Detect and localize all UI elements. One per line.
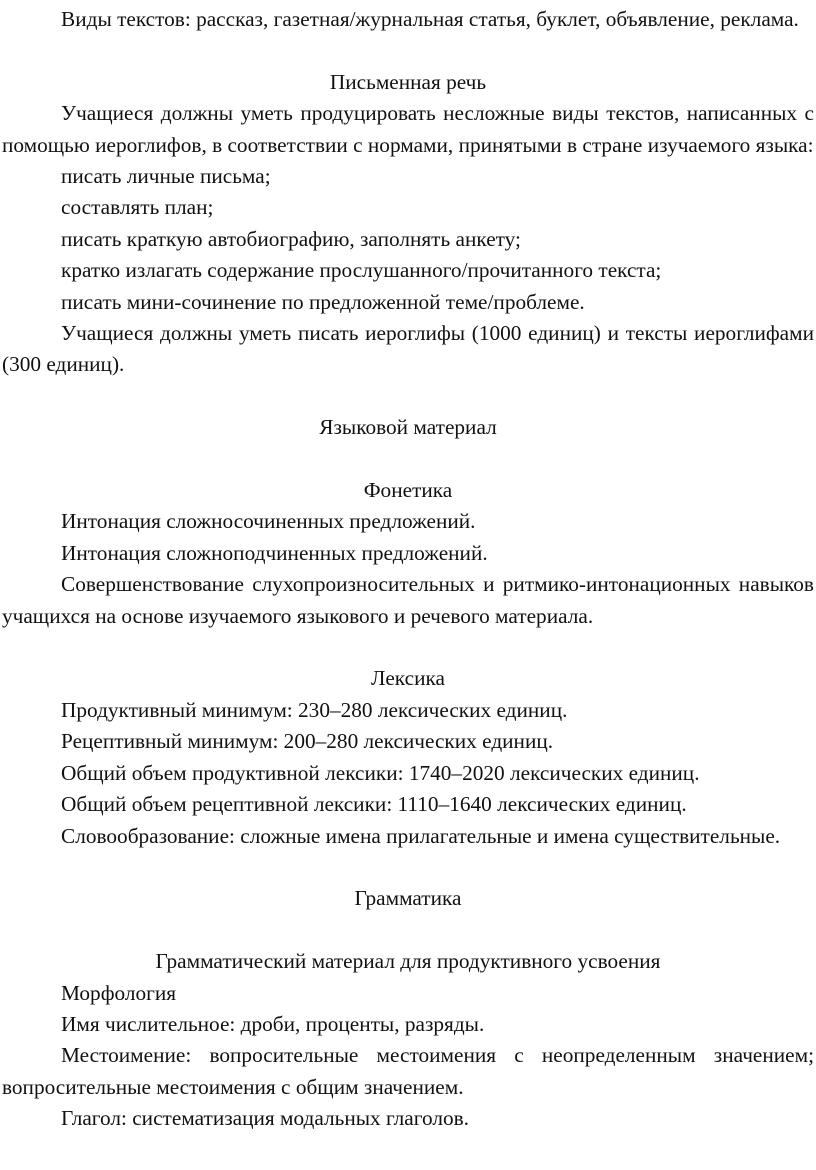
blank-line	[2, 35, 814, 66]
blank-line	[2, 381, 814, 412]
paragraph-text-types: Виды текстов: рассказ, газетная/журнальная статья, буклет, объявление, реклама.	[61, 7, 799, 31]
list-item-phonetics: Интонация сложносочиненных предложений.	[61, 509, 476, 534]
list-item-lexis: Продуктивный минимум: 230–280 лексических единиц.	[61, 697, 568, 722]
list-item-written: составлять план;	[61, 195, 214, 220]
list-item-lexis: Рецептивный минимум: 200–280 лексических единиц.	[61, 729, 554, 754]
blank-line	[2, 852, 814, 883]
list-item-lexis: Общий объем рецептивной лексики: 1110–1640 лексических единиц.	[61, 792, 687, 817]
heading-written-speech: Письменная речь	[329, 69, 487, 94]
heading-productive-grammar: Грамматический материал для продуктивного усвоения	[155, 949, 661, 974]
heading-grammar: Грамматика	[354, 886, 462, 911]
list-item-phonetics: Интонация сложноподчиненных предложений.	[61, 540, 488, 565]
paragraph-numeral: Имя числительное: дроби, проценты, разряды.	[61, 1011, 485, 1036]
paragraph-word-formation: Словообразование: сложные имена прилагательные и имена существительные.	[61, 823, 781, 848]
blank-line	[2, 632, 814, 663]
list-item-written: писать краткую автобиографию, заполнять анкету;	[61, 226, 521, 251]
heading-phonetics: Фонетика	[363, 478, 453, 503]
blank-line	[2, 915, 814, 946]
paragraph-verb: Глагол: систематизация модальных глаголов.	[61, 1106, 469, 1131]
blank-line	[2, 444, 814, 475]
list-item-lexis: Общий объем продуктивной лексики: 1740–2020 лексических единиц.	[61, 760, 700, 785]
list-item-written: писать личные письма;	[61, 164, 271, 189]
list-item-written: писать мини-сочинение по предложенной теме/проблеме.	[61, 289, 585, 314]
heading-language-material: Языковой материал	[319, 415, 497, 440]
list-item-written: кратко излагать содержание прослушанного/прочитанного текста;	[61, 258, 662, 283]
paragraph-written-intro: Учащиеся должны уметь продуцировать несложные виды текстов, написанных с помощью иероглифов, в соответствии с нормами, принятыми в стране изучаемого языка:	[2, 101, 814, 157]
heading-lexis: Лексика	[371, 666, 445, 691]
paragraph-written-hieroglyphs: Учащиеся должны уметь писать иероглифы (1000 единиц) и тексты иероглифами (300 единиц).	[2, 321, 814, 377]
paragraph-phonetics-improvement: Совершенствование слухопроизносительных и ритмико-интонационных навыков учащихся на основе изучаемого языкового и речевого материала.	[2, 572, 814, 628]
subheading-morphology: Морфология	[61, 980, 177, 1005]
paragraph-pronoun: Местоимение: вопросительные местоимения с неопределенным значением; вопросительные местоимения с общим значением.	[2, 1043, 814, 1099]
